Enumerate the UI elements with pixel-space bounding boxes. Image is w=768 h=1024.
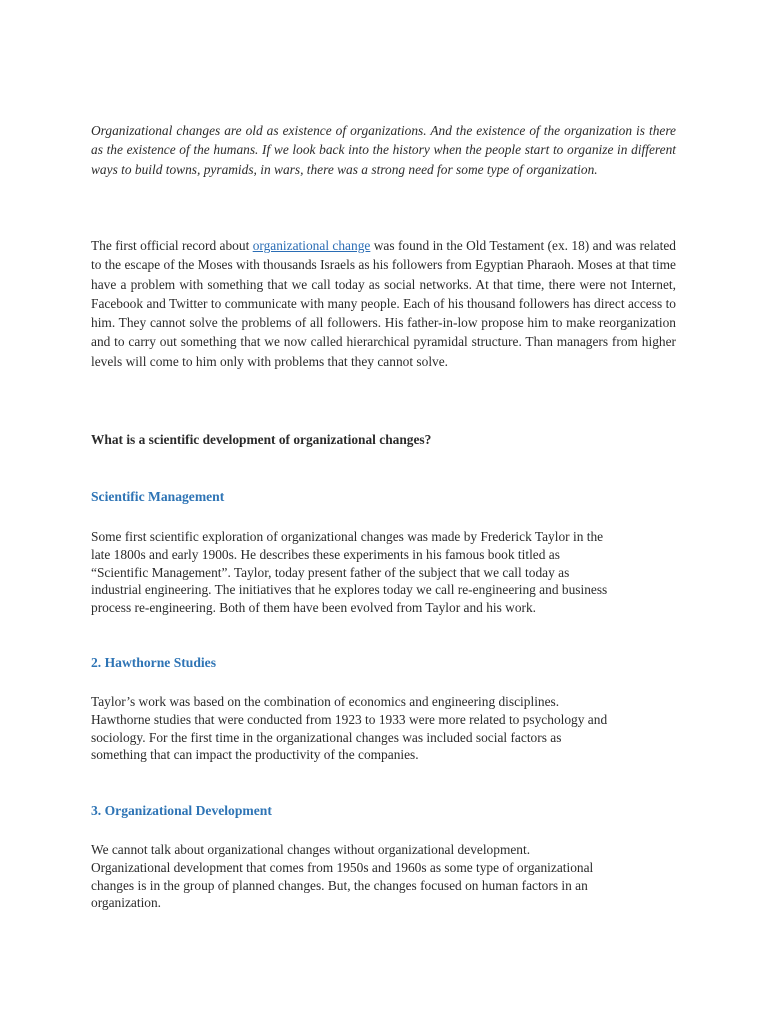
text-line: Hawthorne studies that were conducted from 1923 to 1933 were more related to psychology and xyxy=(91,711,608,727)
text-line: Organizational development that comes from 1950s and 1960s as some type of organizational xyxy=(91,859,594,875)
text-line: Some first scientific exploration of organizational changes was made by Frederick Taylor in the xyxy=(91,529,604,544)
intro-paragraph: Organizational changes are old as existence of organizations. And the existence of the organization is there as the existence of the humans. If we look back into the history when the people start to organize in different ways to build towns, pyramids, in wars, there was a strong need for some type of organization. xyxy=(91,123,676,177)
record-text-before: The first official record about xyxy=(91,238,253,253)
section-body-hawthorne-studies xyxy=(91,693,676,764)
section-heading-organizational-development: 3. Organizational Development xyxy=(91,803,272,818)
text-line: sociology. For the first time in the organizational changes was included social factors as xyxy=(91,729,562,745)
text-line: industrial engineering. The initiatives that he explores today we call re-engineering and business xyxy=(91,582,608,598)
text-line: process re-engineering. Both of them have been evolved from Taylor and his work. xyxy=(91,600,537,616)
text-line: Taylor’s work was based on the combination of economics and engineering disciplines. xyxy=(91,694,560,709)
text-line: We cannot talk about organizational changes without organizational development. xyxy=(91,842,531,857)
record-text-after: was found in the Old Testament (ex. 18) and was related to the escape of the Moses with thousands Israels as his followers from Egyptian Pharaoh. Moses at that time have a problem with something that we call today as social networks. At that time, there were not Internet, Facebook and Twitter to communicate with many people. Each of his thousand followers has direct access to him. They cannot solve the problems of all followers. His father-in-low propose him to make reorganization and to carry out something that we now called hierarchical pyramidal structure. Than managers from higher levels will come to him only with problems that they cannot solve. xyxy=(91,238,676,369)
section-heading-hawthorne-studies: 2. Hawthorne Studies xyxy=(91,655,216,670)
organizational-change-link[interactable]: organizational change xyxy=(252,238,371,253)
section-heading-scientific-management: Scientific Management xyxy=(91,489,225,504)
question-heading: What is a scientific development of organizational changes? xyxy=(91,432,432,447)
section-body-organizational-development xyxy=(91,841,676,912)
text-line: “Scientific Management”. Taylor, today present father of the subject that we call today as xyxy=(91,564,570,580)
record-paragraph xyxy=(91,236,676,371)
text-line: organization. xyxy=(91,895,162,911)
text-line: late 1800s and early 1900s. He describes these experiments in his famous book titled as xyxy=(91,546,560,562)
section-body-scientific-management xyxy=(91,528,676,617)
text-line: something that can impact the productivity of the companies. xyxy=(91,747,419,763)
text-line: changes is in the group of planned changes. But, the changes focused on human factors in an xyxy=(91,877,588,893)
